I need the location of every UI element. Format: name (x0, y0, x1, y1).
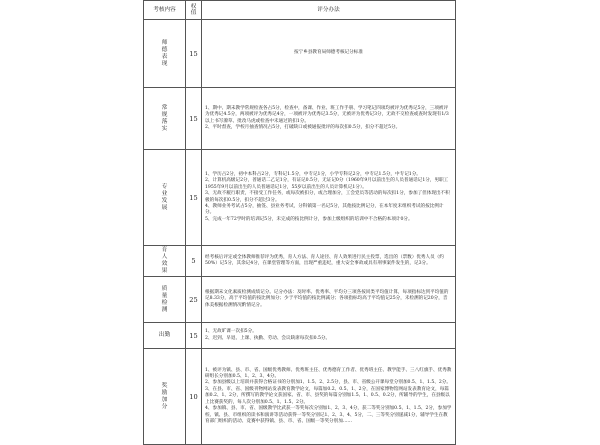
category-cell: 专业发展 (144, 150, 186, 246)
header-row (144, 1, 456, 20)
method-line: 1、期中、期末教学常规检查各占5分，检查中，备课、作业、班工作手册、学习笔记四项均被评为优秀记5分，三项被评为优秀记4.5分，两项被评为优秀记4分，一项被评为优秀记3.5分，无被评为优秀记3分，无故不交检查或查时发现有1/3以上书写潦草、批改马虎或检查中未通过的扣1分。 (205, 105, 449, 124)
method-line: 按宁乡县教育局师德考核记分标准 (294, 50, 363, 56)
method-line: 4、教师业务考试占5分，抽签、县业务考试，分科镇第一名记5分，其他按比例记分，在本年度未组织考试的按比例计分。 (205, 203, 444, 216)
header-content: 考核内容 (144, 1, 186, 20)
category-cell: 质量检测 (144, 277, 186, 323)
header-method: 评分办法 (202, 1, 456, 20)
document-page (143, 0, 455, 424)
method-line: 2、参加县级以上培训并获得合格证书的分别加1、1.5、2、2.5分，县、市、省级公开课每堂分别加0.5、1、1.5、2分。 (205, 380, 451, 386)
table-row (144, 150, 456, 246)
method-cell (202, 150, 456, 246)
table-row (144, 323, 456, 349)
table-row (144, 349, 456, 445)
method-line: 1、无故旷课一次扣5分。 (205, 329, 257, 335)
method-line: 经考核后评定或全体教师推荐评为优秀，育人方法、育人途径、育人效果进行民主投票，选出的（票数）优秀人员（约50%）记5分，其余记4分，在课堂管理等方面，出现严重违纪，重大安全事故或具有刑事案件发生的，记3分。 (205, 254, 444, 266)
weight-cell: 10 (186, 349, 202, 445)
weight-cell: 15 (186, 88, 202, 150)
header-weight: 权值 (186, 1, 202, 20)
weight-cell: 25 (186, 277, 202, 323)
category-cell: 出勤 (144, 323, 186, 349)
evaluation-table (143, 0, 456, 445)
method-line: 3、在县、市、省、国级刊物网站发表教育教学论文，每篇加0.2、0.5、1、2分，在国家博物馆网站发表教育论文，每篇加0.2、1、2分，所撰写的教学论文获国家、省、市、县奖的每篇分别加1.5、1、0.5、0.2分，所辅导的学生，在县级以上比赛获奖的，每人次分别加0.5、1、1.5、2分。 (205, 386, 450, 405)
method-line: 2、平时督查，学校月抽查情况占5分，打破缺口或被通报批评的每次扣0.5分，扣分不超过5分。 (205, 124, 401, 130)
method-cell (202, 20, 456, 88)
method-line: 2、计算机高级记2分，普通话二乙记1分，有证记0.5分，无证记0分（1960年9月以前出生的人员普通话记1分，男职工1955年9月以前出生的人员普通话记1分，55岁以前出生的人员计算机记1分）。 (205, 178, 449, 190)
table-row (144, 246, 456, 277)
category-cell: 师德表现 (144, 20, 186, 88)
method-line: 根据期末文化素质检测成绩记分。记分办法：及时率、优秀率、平均分三项各按同类平均值计算，每项指标达到平均值的记8.33分，高于平均值的按比例加分；少于平均值的按比例减分；各项指标均高于平均值记25分，未检测的记20分，音体美根据检测情况酌情记分。 (205, 289, 449, 308)
category-cell: 育人效果 (144, 246, 186, 277)
table-row (144, 88, 456, 150)
method-line: 4、参加镇、县、市、省、国级教学比武获一等奖每次分别加1、2、3、4分，获二等奖分别加0.5、1、1.5、2分，参加学校、镇、县、市组织的读书和演讲等活动获得一等奖分别记1、2、3、4、5分，二、三等奖分别递减1分，辅导学生在教育部门组织的活动、竞赛中获得镇、县、市、省、国级一等奖分别加…… (205, 406, 452, 424)
method-line: 5、完成一年72学时的培训记5分，未完成的按比例计分，参加上级组织的培训中不合格的本项计0分。 (205, 216, 413, 222)
method-line: 1、学历占2分，初中本科占2分，专科记1.5分，中专记1分，小学专科记2分，中专记1.5分，中专记1分。 (205, 171, 421, 177)
method-cell (202, 277, 456, 323)
weight-cell: 15 (186, 323, 202, 349)
method-cell (202, 349, 456, 445)
category-cell: 常规落实 (144, 88, 186, 150)
method-cell (202, 88, 456, 150)
weight-cell: 5 (186, 246, 202, 277)
method-cell (202, 246, 456, 277)
table-row (144, 277, 456, 323)
table-row (144, 20, 456, 88)
method-line: 2、迟到、早退、上课、执勤、劳动、会议缺席每次扣0.5分。 (205, 335, 331, 341)
category-cell: 奖励加分 (144, 349, 186, 445)
method-line: 1、被评为镇、县、市、省、国级优秀教师、优秀班主任、优秀德育工作者、优秀班主任、教学能手、三八红旗手、优秀教研组长分别加0.5、1、2、3、4分。 (205, 367, 452, 380)
weight-cell: 15 (186, 150, 202, 246)
weight-cell: 15 (186, 20, 202, 88)
method-cell (202, 323, 456, 349)
method-line: 3、无故不履行职责，不接受工作任务，或每次被扣分，或合理加分，工会党员等活动的每次扣1分，参加了但体现出不积极的每次扣0.5分，扣分不超过3分。 (205, 191, 450, 203)
